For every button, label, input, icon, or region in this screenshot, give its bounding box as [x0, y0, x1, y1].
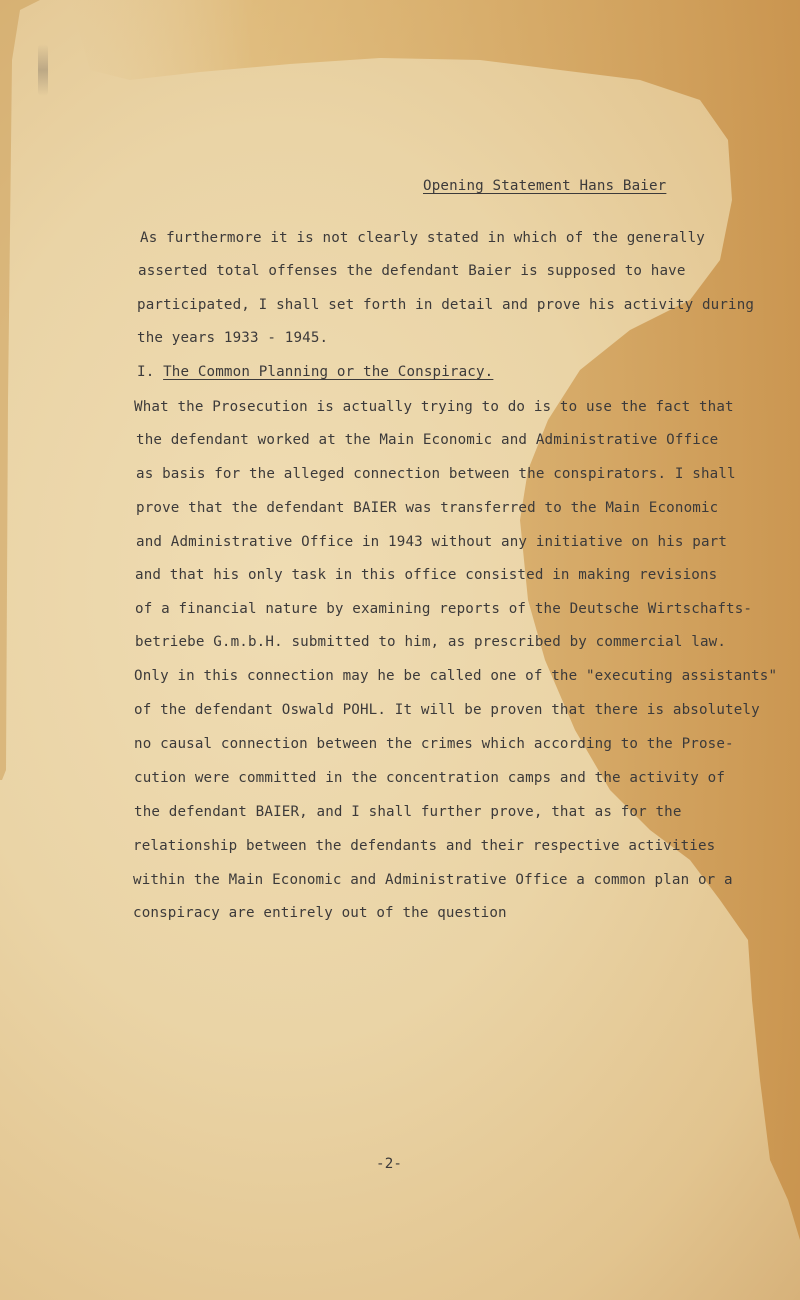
body-line: What the Prosecution is actually trying to do is to use the fact that: [134, 399, 734, 415]
body-line: the defendant BAIER, and I shall further prove, that as for the: [134, 804, 682, 820]
intro-line: the years 1933 - 1945.: [137, 330, 329, 346]
intro-line: participated, I shall set forth in detail and prove his activity during: [137, 297, 755, 313]
body-line: betriebe G.m.b.H. submitted to him, as prescribed by commercial law.: [135, 634, 727, 650]
intro-line: As furthermore it is not clearly stated in which of the generally: [140, 230, 705, 246]
body-line: as basis for the alleged connection between the conspirators. I shall: [136, 466, 736, 482]
body-line: cution were committed in the concentration camps and the activity of: [134, 770, 726, 786]
section-title: The Common Planning or the Conspiracy.: [163, 364, 494, 380]
intro-line: asserted total offenses the defendant Baier is supposed to have: [138, 263, 686, 279]
body-line: no causal connection between the crimes which according to the Prose-: [134, 736, 734, 752]
body-line: conspiracy are entirely out of the question: [133, 905, 507, 921]
body-line: of the defendant Oswald POHL. It will be proven that there is absolutely: [134, 702, 760, 718]
body-line: and that his only task in this office consisted in making revisions: [135, 567, 718, 583]
body-line: the defendant worked at the Main Economic and Administrative Office: [136, 432, 719, 448]
body-line: relationship between the defendants and their respective activities: [133, 838, 716, 854]
document-heading: Opening Statement Hans Baier: [423, 178, 667, 194]
page-number: -2-: [376, 1156, 403, 1172]
body-line: within the Main Economic and Administrative Office a common plan or a: [133, 872, 733, 888]
body-line: of a financial nature by examining reports of the Deutsche Wirtschafts-: [135, 601, 753, 617]
body-line: and Administrative Office in 1943 without any initiative on his part: [136, 534, 728, 550]
section-number: I.: [137, 364, 155, 380]
body-line: prove that the defendant BAIER was transferred to the Main Economic: [136, 500, 719, 516]
section-heading: [137, 364, 493, 380]
body-line: Only in this connection may he be called one of the "executing assistants": [134, 668, 778, 684]
punch-hole-mark: [38, 44, 48, 96]
